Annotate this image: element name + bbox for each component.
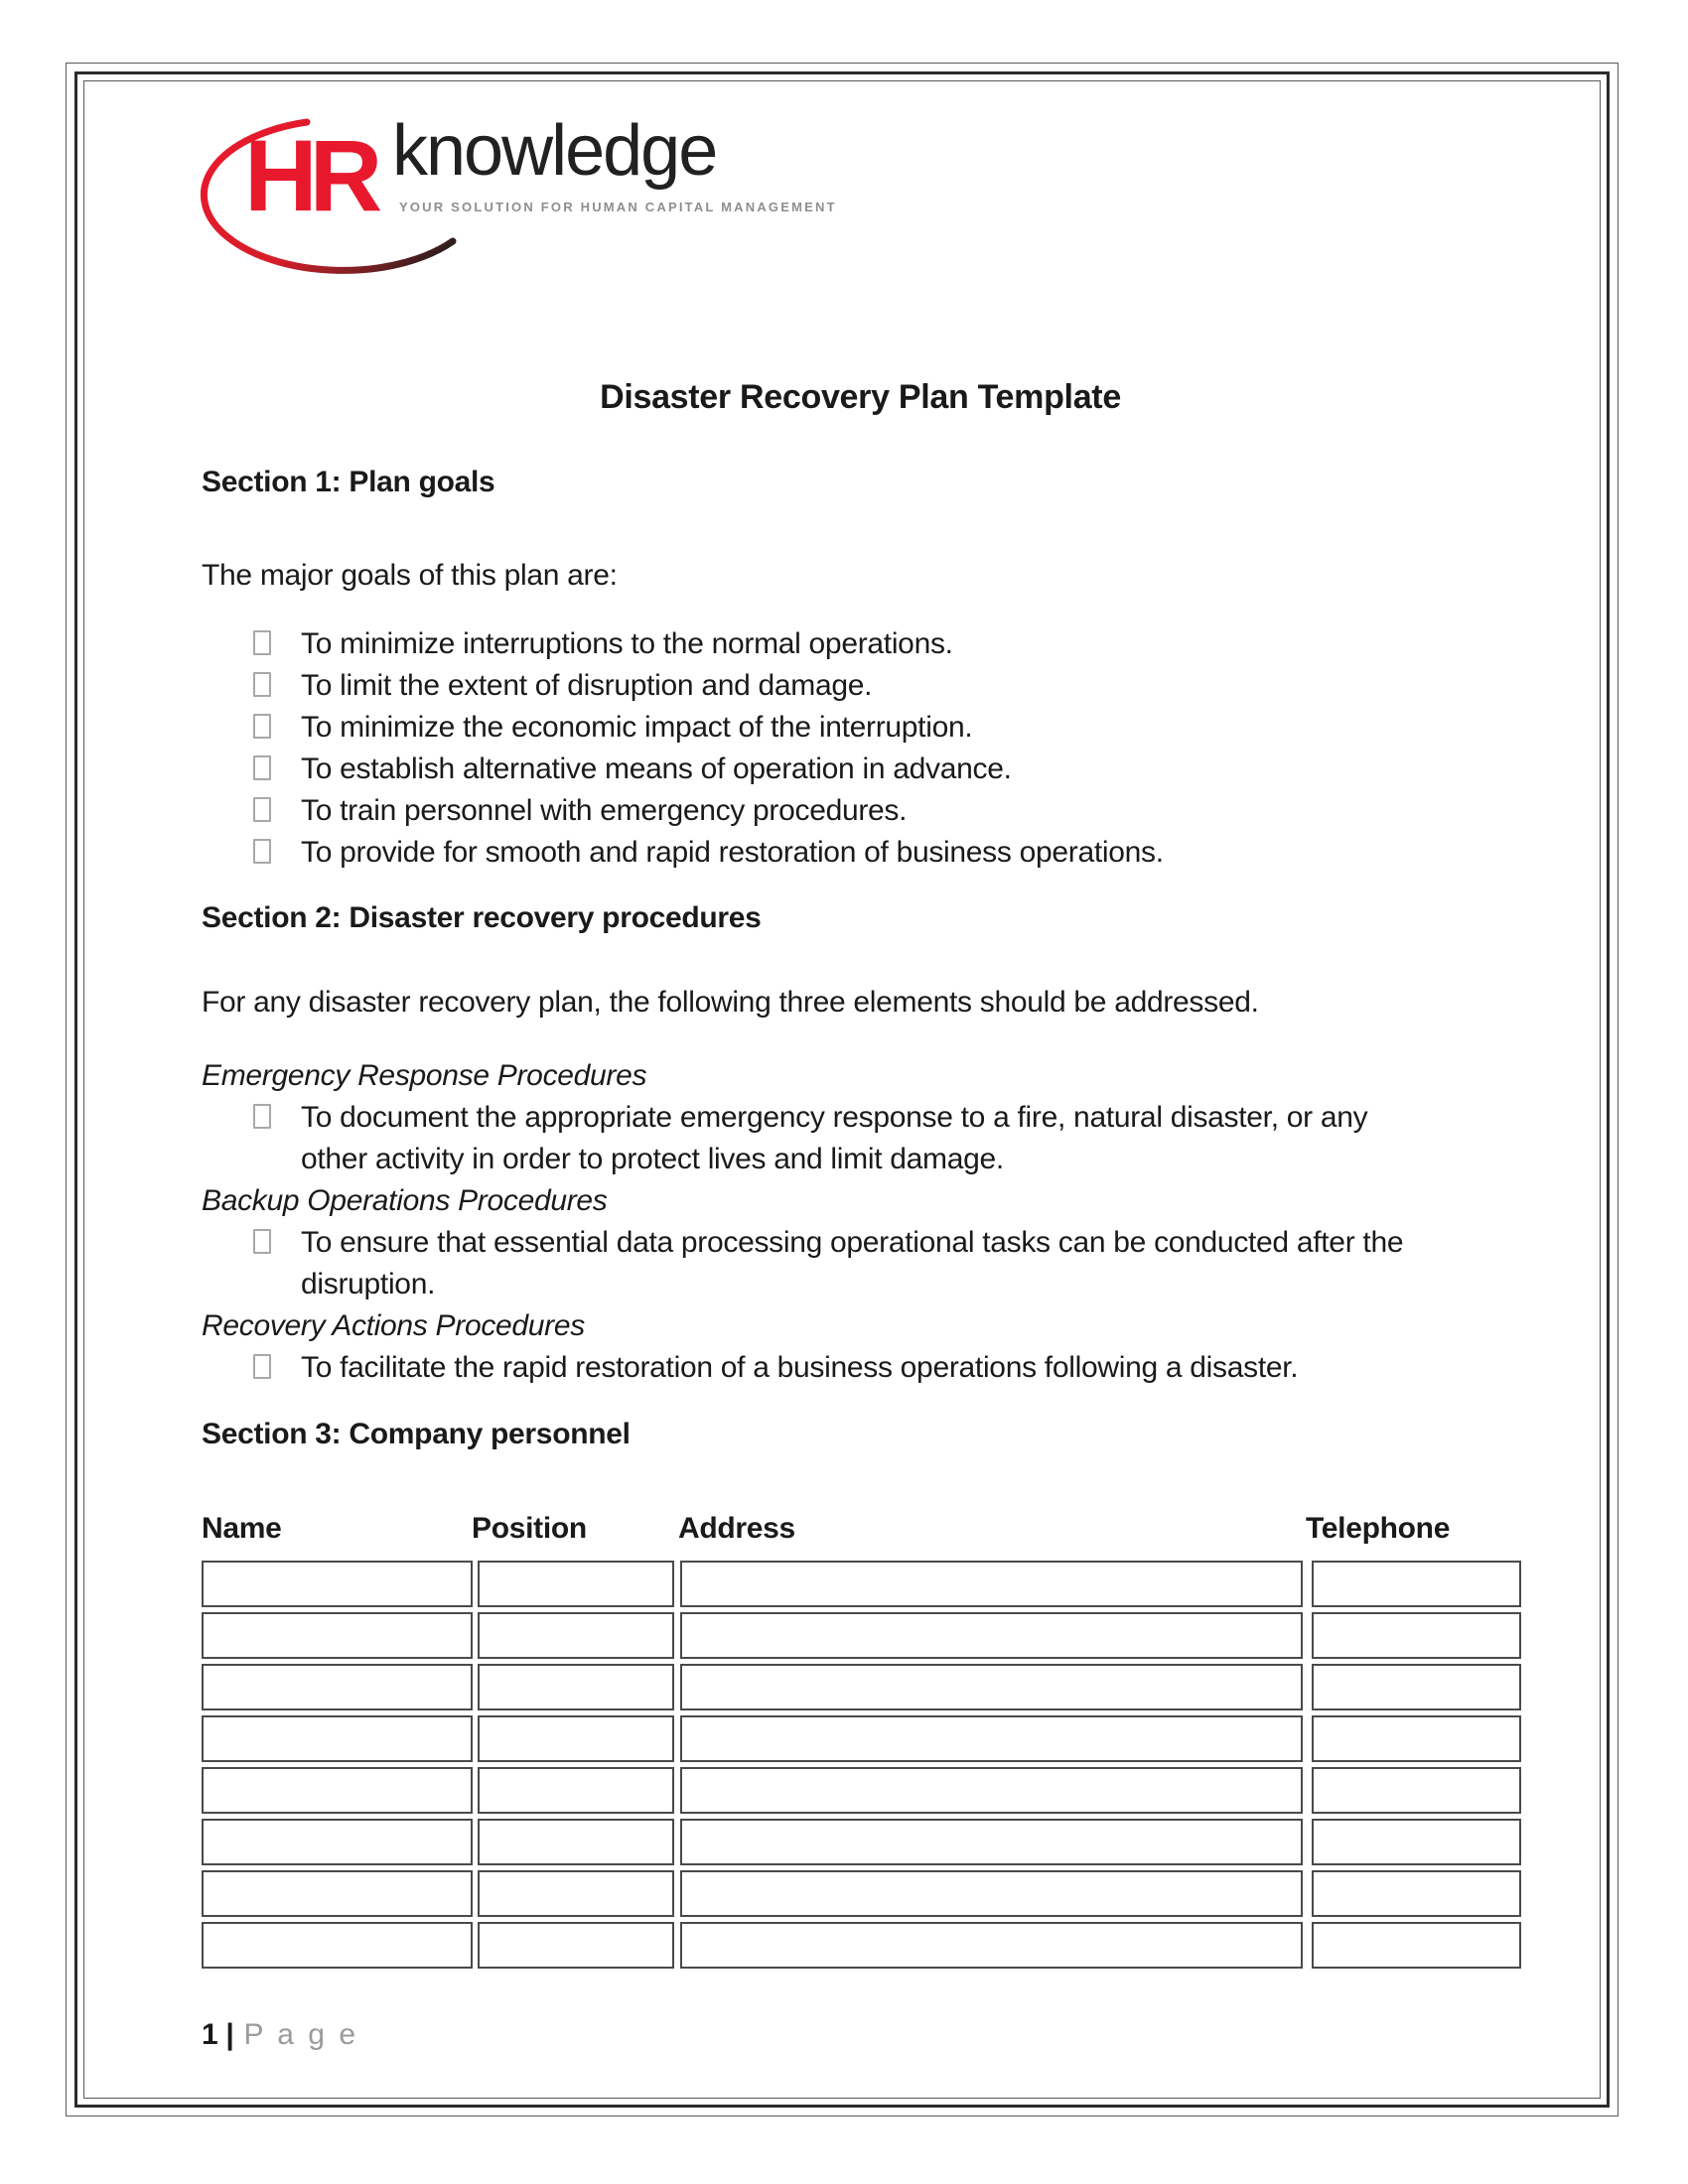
table-cell[interactable] <box>202 1767 473 1814</box>
section2-intro: For any disaster recovery plan, the following three elements should be addressed. <box>202 986 1259 1019</box>
list-item <box>202 1097 1519 1139</box>
table-cell[interactable] <box>1312 1664 1521 1710</box>
table-cell[interactable] <box>202 1715 473 1762</box>
list-item-text: To minimize the economic impact of the interruption. <box>301 711 973 744</box>
table-cell[interactable] <box>478 1767 674 1814</box>
checkbox-bullet-icon <box>253 1104 271 1129</box>
checkbox-bullet-icon <box>253 1229 271 1254</box>
checkbox-bullet-icon <box>253 672 271 697</box>
list-item <box>202 707 1519 749</box>
list-item <box>202 749 1519 790</box>
section1-bullet-list <box>202 623 1519 874</box>
page-footer <box>202 2015 1519 2055</box>
list-item <box>202 665 1519 707</box>
column-header-address: Address <box>678 1512 795 1545</box>
column-header-telephone: Telephone <box>1306 1512 1451 1545</box>
list-item <box>202 832 1519 874</box>
table-cell[interactable] <box>680 1870 1303 1917</box>
table-cell[interactable] <box>680 1819 1303 1865</box>
section2-heading: Section 2: Disaster recovery procedures <box>202 901 762 934</box>
table-cell[interactable] <box>478 1612 674 1659</box>
table-column-address <box>680 1561 1303 1969</box>
table-column-name <box>202 1561 473 1969</box>
column-header-name: Name <box>202 1512 282 1545</box>
column-header-position: Position <box>472 1512 587 1545</box>
table-cell[interactable] <box>680 1561 1303 1607</box>
table-cell[interactable] <box>1312 1922 1521 1969</box>
table-cell[interactable] <box>1312 1870 1521 1917</box>
list-item-text: To train personnel with emergency procedures. <box>301 794 908 827</box>
checkbox-bullet-icon <box>253 839 271 864</box>
table-cell[interactable] <box>1312 1715 1521 1762</box>
table-cell[interactable] <box>202 1561 473 1607</box>
checkbox-bullet-icon <box>253 797 271 822</box>
list-item <box>202 623 1519 665</box>
table-cell[interactable] <box>202 1819 473 1865</box>
list-item-continuation: disruption. <box>301 1268 436 1300</box>
table-header-row <box>202 1509 1519 1549</box>
table-cell[interactable] <box>680 1715 1303 1762</box>
checkbox-bullet-icon <box>253 630 271 655</box>
hr-knowledge-logo <box>189 104 904 283</box>
logo-wordmark: knowledge <box>392 111 717 191</box>
list-item <box>202 1347 1519 1389</box>
document-content <box>202 375 1519 2055</box>
table-cell[interactable] <box>478 1870 674 1917</box>
section1-intro: The major goals of this plan are: <box>202 559 618 592</box>
table-cell[interactable] <box>478 1561 674 1607</box>
table-cell[interactable] <box>680 1767 1303 1814</box>
subsection-title: Recovery Actions Procedures <box>202 1309 585 1342</box>
list-item-text: To limit the extent of disruption and damage. <box>301 669 873 702</box>
subsection-title: Emergency Response Procedures <box>202 1059 647 1092</box>
list-item-text: To minimize interruptions to the normal operations. <box>301 627 953 660</box>
list-item-text: To facilitate the rapid restoration of a business operations following a disaster. <box>301 1351 1299 1384</box>
table-cell[interactable] <box>202 1922 473 1969</box>
list-item-continuation: other activity in order to protect lives and limit damage. <box>301 1143 1004 1175</box>
table-cell[interactable] <box>680 1922 1303 1969</box>
table-cell[interactable] <box>478 1819 674 1865</box>
table-column-telephone <box>1312 1561 1521 1969</box>
section3-heading: Section 3: Company personnel <box>202 1418 631 1450</box>
logo-tagline: YOUR SOLUTION FOR HUMAN CAPITAL MANAGEMENT <box>399 200 837 214</box>
section2-subsections <box>202 1055 1519 1389</box>
section1-heading: Section 1: Plan goals <box>202 466 495 498</box>
footer-separator: | <box>225 2018 234 2051</box>
page-number: 1 <box>202 2018 218 2051</box>
checkbox-bullet-icon <box>253 714 271 739</box>
checkbox-bullet-icon <box>253 755 271 780</box>
subsection-title: Backup Operations Procedures <box>202 1184 608 1217</box>
table-cell[interactable] <box>680 1612 1303 1659</box>
table-cell[interactable] <box>1312 1561 1521 1607</box>
checkbox-bullet-icon <box>253 1354 271 1379</box>
table-cell[interactable] <box>1312 1767 1521 1814</box>
footer-page-label: P a g e <box>243 2018 359 2051</box>
table-cell[interactable] <box>680 1664 1303 1710</box>
list-item-text: To ensure that essential data processing operational tasks can be conducted after the <box>301 1226 1404 1259</box>
list-item-text: To document the appropriate emergency response to a fire, natural disaster, or any <box>301 1101 1368 1134</box>
table-cell[interactable] <box>202 1870 473 1917</box>
table-cell[interactable] <box>202 1664 473 1710</box>
table-cell[interactable] <box>1312 1612 1521 1659</box>
table-cell[interactable] <box>478 1715 674 1762</box>
list-item <box>202 1222 1519 1264</box>
personnel-table <box>202 1561 1521 1969</box>
page-title: Disaster Recovery Plan Template <box>600 378 1121 416</box>
list-item-text: To establish alternative means of operation in advance. <box>301 752 1012 785</box>
table-cell[interactable] <box>1312 1819 1521 1865</box>
list-item <box>202 790 1519 832</box>
table-cell[interactable] <box>202 1612 473 1659</box>
table-column-position <box>478 1561 674 1969</box>
table-cell[interactable] <box>478 1922 674 1969</box>
list-item-text: To provide for smooth and rapid restoration of business operations. <box>301 836 1164 869</box>
logo-hr-letters: HR <box>244 119 375 232</box>
table-cell[interactable] <box>478 1664 674 1710</box>
